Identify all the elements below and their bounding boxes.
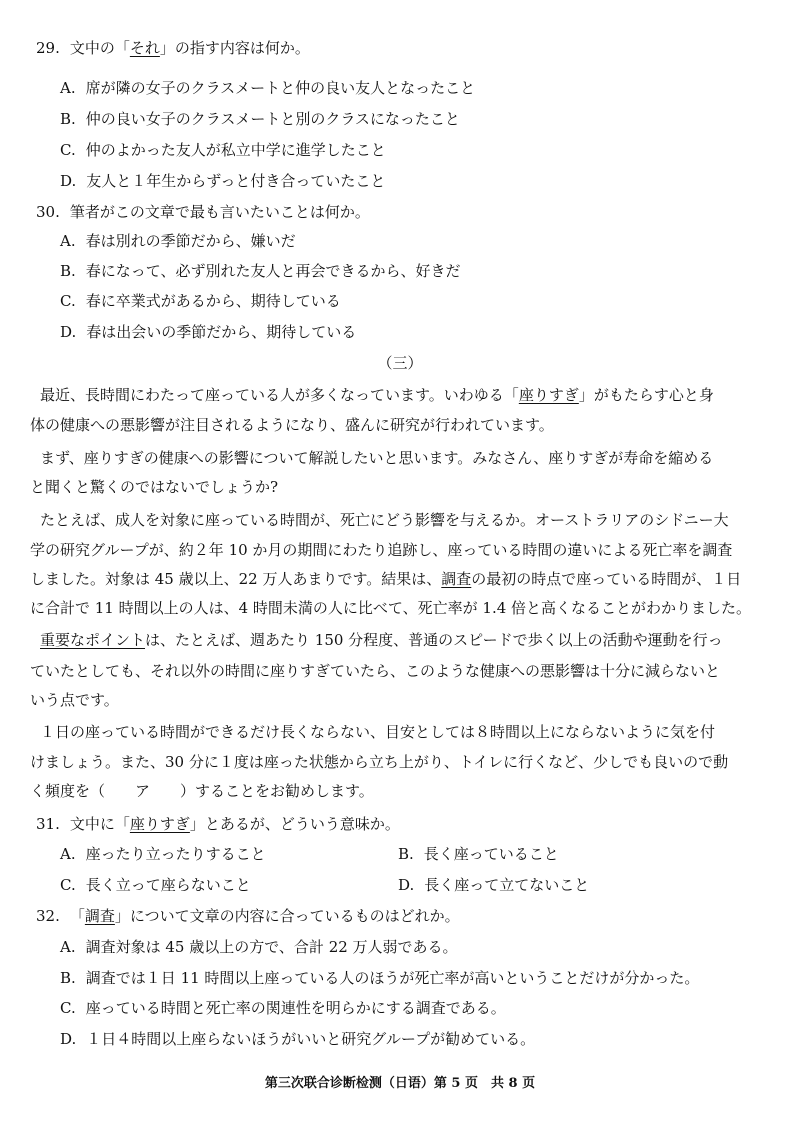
option-c (60, 998, 506, 1018)
question-stem-post: 」の指す内容は何か。 (159, 39, 310, 57)
option-key: B. (60, 969, 76, 987)
option-text: １日４時間以上座らないほうがいいと研究グループが勧めている。 (86, 1030, 536, 1048)
passage-line (40, 630, 723, 650)
option-key: D. (60, 172, 77, 190)
question-stem-post: 」について文章の内容に合っているものはどれか。 (114, 907, 460, 925)
option-a (60, 78, 475, 98)
passage-line: １日の座っている時間ができるだけ長くならない、目安としては８時間以上にならないように気を付 (40, 723, 716, 741)
underlined-term: 調査 (84, 907, 115, 925)
passage-line: まず、座りすぎの健康への影響について解説したいと思います。みなさん、座りすぎが寿命を縮める (40, 449, 714, 467)
option-text: 春は出会いの季節だから、期待している (86, 323, 357, 341)
option-a (60, 231, 296, 251)
question-30 (36, 202, 370, 222)
passage-line: たとえば、成人を対象に座っている時間が、死亡にどう影響を与えるか。オーストラリアのシドニー大 (40, 511, 729, 529)
question-stem-pre: 「 (69, 907, 85, 925)
option-key: D. (60, 1030, 77, 1048)
option-key: B. (60, 262, 76, 280)
option-c (60, 291, 341, 311)
option-key: A. (60, 938, 76, 956)
option-text: 仲の良い女子のクラスメートと別のクラスになったこと (85, 110, 460, 128)
option-a (60, 937, 458, 957)
passage-line: に合計で 11 時間以上の人は、4 時間未満の人に比べて、死亡率が 1.4 倍と高くなることがわかりました。 (30, 599, 752, 617)
passage-text: しました。対象は 45 歳以上、22 万人あまりです。結果は、 (30, 570, 442, 588)
passage-line: と聞くと驚くのではないでしょうか? (30, 478, 279, 496)
option-key: B. (398, 845, 414, 863)
option-key: A. (60, 845, 76, 863)
underlined-term: それ (129, 39, 160, 57)
option-key: C. (60, 141, 76, 159)
option-text: 座っている時間と死亡率の関連性を明らかにする調査である。 (85, 999, 506, 1017)
question-stem: 筆者がこの文章で最も言いたいことは何か。 (69, 203, 370, 221)
option-key: A. (60, 79, 76, 97)
option-key: B. (60, 110, 76, 128)
question-32 (36, 906, 460, 926)
question-29 (36, 38, 310, 58)
passage-line: く頻度を（ ア ）することをお勧めします。 (30, 782, 374, 800)
question-stem-post: 」とあるが、どういう意味か。 (189, 815, 400, 833)
option-text: 調査では１日 11 時間以上座っている人のほうが死亡率が高いということだけが分かった。 (85, 969, 700, 987)
option-c (60, 140, 386, 160)
option-text: 春に卒業式があるから、期待している (85, 292, 341, 310)
question-stem-pre: 文中の「 (69, 39, 130, 57)
question-number: 30. (36, 203, 60, 221)
question-number: 29. (36, 39, 60, 57)
option-text: 座ったり立ったりすること (85, 845, 266, 863)
option-text: 友人と１年生からずっと付き合っていたこと (86, 172, 386, 190)
underlined-term: 座りすぎ (129, 815, 190, 833)
question-31 (36, 814, 400, 834)
passage-line (40, 385, 714, 405)
option-key: D. (398, 876, 415, 894)
option-text: 長く座っていること (423, 845, 559, 863)
option-text: 仲のよかった友人が私立中学に進学したこと (85, 141, 386, 159)
option-a (60, 844, 266, 864)
option-key: C. (60, 999, 76, 1017)
question-stem-pre: 文中に「 (69, 815, 130, 833)
underlined-term: 調査 (441, 570, 472, 588)
option-b (60, 261, 461, 281)
option-c (60, 875, 251, 895)
option-key: C. (60, 292, 76, 310)
option-d (60, 322, 356, 342)
underlined-term: 重要なポイント (40, 631, 146, 649)
option-text: 長く座って立てないこと (424, 876, 590, 894)
option-b (60, 968, 699, 988)
passage-line: いう点です。 (30, 691, 119, 709)
passage-text: 」がもたらす心と身 (578, 386, 714, 404)
option-d (398, 875, 589, 895)
section-title: （三） (377, 354, 423, 372)
option-text: 春は別れの季節だから、嫌いだ (85, 232, 296, 250)
option-d (60, 171, 385, 191)
option-text: 席が隣の女子のクラスメートと仲の良い友人となったこと (85, 79, 476, 97)
passage-text: は、たとえば、週あたり 150 分程度、普通のスピードで歩く以上の活動や運動を行っ (145, 631, 723, 649)
option-key: D. (60, 323, 77, 341)
option-b (398, 844, 559, 864)
passage-line: ていたとしても、それ以外の時間に座りすぎていたら、このような健康への悪影響は十分に減らないと (30, 662, 721, 680)
passage-line: けましょう。また、30 分に１度は座った状態から立ち上がり、トイレに行くなど、少しでも良いので動 (30, 753, 729, 771)
passage-text: の最初の時点で座っている時間が、１日 (471, 570, 742, 588)
passage-line: 学の研究グループが、約２年 10 か月の期間にわたり追跡し、座っている時間の違いによる死亡率を調査 (30, 541, 733, 559)
option-d (60, 1029, 535, 1049)
passage-line (30, 569, 741, 589)
option-key: C. (60, 876, 76, 894)
option-text: 長く立って座らないこと (85, 876, 251, 894)
option-text: 調査対象は 45 歳以上の方で、合計 22 万人弱である。 (85, 938, 458, 956)
passage-line: 体の健康への悪影響が注目されるようになり、盛んに研究が行われています。 (30, 416, 554, 434)
passage-text: 最近、長時間にわたって座っている人が多くなっています。いわゆる「 (40, 386, 519, 404)
question-number: 31. (36, 815, 60, 833)
option-b (60, 109, 460, 129)
question-number: 32. (36, 907, 60, 925)
option-text: 春になって、必ず別れた友人と再会できるから、好きだ (85, 262, 461, 280)
underlined-term: 座りすぎ (518, 386, 579, 404)
page-footer: 第三次联合诊断检测（日语）第 5 页 共 8 页 (264, 1076, 536, 1091)
option-key: A. (60, 232, 76, 250)
